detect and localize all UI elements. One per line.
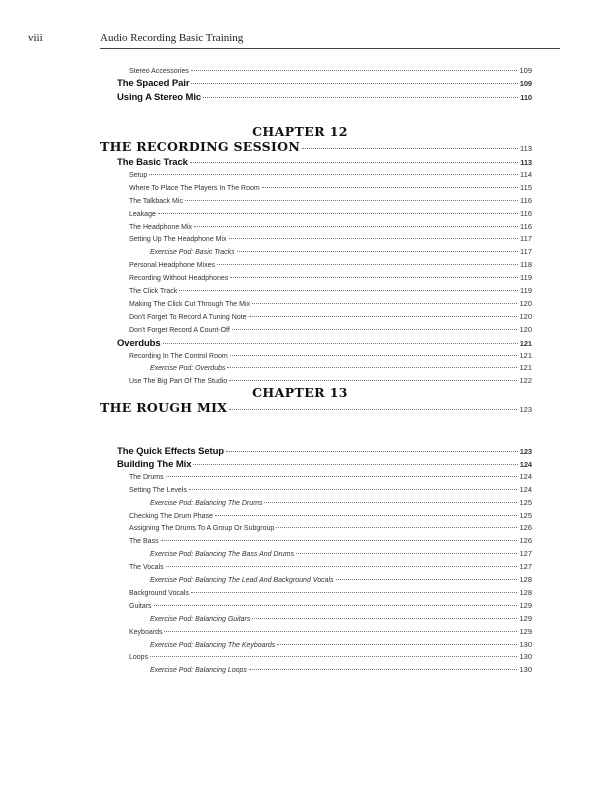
dot-leader [249, 668, 518, 670]
chapter-title-entry[interactable] [100, 400, 532, 415]
entry-page-number: 130 [519, 652, 532, 662]
toc-section-entry[interactable] [117, 92, 532, 103]
toc-exercise-entry[interactable] [150, 498, 532, 507]
entry-page-number: 129 [519, 626, 532, 636]
entry-title: Exercise Pod: Balancing Loops [150, 667, 247, 675]
entry-page-number: 115 [520, 182, 532, 192]
dot-leader [179, 289, 518, 291]
entry-title: Where To Place The Players In The Room [129, 184, 260, 192]
entry-page-number: 109 [519, 79, 532, 88]
dot-leader [166, 475, 518, 477]
running-title: Audio Recording Basic Training [100, 32, 244, 44]
toc-exercise-entry[interactable] [150, 665, 532, 674]
dot-leader [277, 643, 517, 645]
toc-section-entry[interactable] [117, 157, 532, 168]
dot-leader [296, 552, 517, 554]
entry-title: Guitars [129, 602, 152, 610]
entry-title: Setup [129, 171, 148, 179]
dot-leader [229, 408, 517, 410]
entry-title: Background Vocals [129, 589, 189, 597]
entry-page-number: 124 [519, 471, 532, 481]
entry-page-number: 123 [519, 447, 532, 456]
toc-subsection-entry[interactable] [129, 652, 532, 661]
dot-leader [249, 315, 518, 317]
entry-title: Loops [129, 654, 149, 662]
toc-subsection-entry[interactable] [129, 325, 532, 334]
dot-leader [237, 250, 518, 252]
entry-title: The Headphone Mix [129, 223, 193, 231]
dot-leader [194, 225, 518, 227]
entry-title: Recording Without Headphones [129, 275, 229, 283]
entry-page-number: 129 [519, 600, 532, 610]
chapter-title-entry[interactable] [100, 139, 532, 154]
entry-page-number: 120 [519, 311, 532, 321]
toc-exercise-entry[interactable] [150, 549, 532, 558]
toc-exercise-entry[interactable] [150, 363, 532, 372]
dot-leader [189, 488, 518, 490]
dot-leader [229, 379, 517, 381]
toc-subsection-entry[interactable] [129, 588, 532, 597]
entry-title: The Drums [129, 473, 164, 481]
entry-page-number: 118 [520, 260, 532, 270]
dot-leader [230, 354, 518, 356]
entry-title: Exercise Pod: Balancing The Drums [150, 499, 263, 507]
entry-title: The Bass [129, 538, 159, 546]
dot-leader [232, 328, 518, 330]
entry-title: Exercise Pod: Balancing The Bass And Drums [150, 551, 295, 559]
toc-subsection-entry[interactable] [129, 234, 532, 243]
toc-subsection-entry[interactable] [129, 209, 532, 218]
toc-subsection-entry[interactable] [129, 627, 532, 636]
entry-page-number: 128 [519, 575, 532, 584]
toc-subsection-entry[interactable] [129, 183, 532, 192]
entry-page-number: 117 [520, 234, 532, 244]
toc-subsection-entry[interactable] [129, 273, 532, 282]
entry-page-number: 127 [519, 549, 532, 559]
entry-title: Setting Up The Headphone Mix [129, 236, 227, 244]
dot-leader [154, 604, 518, 606]
toc-subsection-entry[interactable] [129, 196, 532, 205]
entry-page-number: 125 [519, 497, 532, 507]
dot-leader [161, 539, 518, 541]
header-rule [100, 48, 560, 49]
entry-page-number: 126 [519, 536, 532, 546]
entry-title: Setting The Levels [129, 486, 187, 494]
toc-subsection-entry[interactable] [129, 536, 532, 545]
entry-page-number: 109 [519, 66, 532, 75]
dot-leader [191, 591, 518, 593]
entry-page-number: 120 [519, 324, 532, 334]
dot-leader [264, 501, 517, 503]
entry-title: Leakage [129, 210, 156, 218]
entry-page-number: 127 [519, 562, 532, 572]
entry-title: The Talkback Mic [129, 197, 183, 205]
entry-title: Checking The Drum Phase [129, 512, 213, 520]
entry-page-number: 117 [520, 247, 532, 257]
page-number: viii [28, 32, 43, 44]
dot-leader [150, 655, 517, 657]
entry-page-number: 119 [520, 286, 532, 295]
toc-section-entry[interactable] [117, 459, 532, 470]
entry-page-number: 122 [519, 376, 532, 386]
entry-page-number: 116 [520, 208, 532, 218]
toc-exercise-entry[interactable] [150, 614, 532, 623]
toc-exercise-entry[interactable] [150, 640, 532, 649]
dot-leader [193, 463, 517, 465]
dot-leader [191, 69, 518, 71]
toc-subsection-entry[interactable] [129, 299, 532, 308]
entry-page-number: 114 [520, 169, 532, 179]
entry-page-number: 123 [519, 405, 532, 414]
entry-title: Recording In The Control Room [129, 352, 228, 360]
toc-subsection-entry[interactable] [129, 66, 532, 75]
dot-leader [252, 302, 517, 304]
entry-title: The Basic Track [117, 157, 188, 168]
dot-leader [230, 276, 518, 278]
entry-page-number: 113 [520, 158, 532, 167]
toc-exercise-entry[interactable] [150, 575, 532, 584]
toc-subsection-entry[interactable] [129, 312, 532, 321]
entry-title: THE RECORDING SESSION [100, 139, 301, 154]
toc-subsection-entry[interactable] [129, 485, 532, 494]
entry-page-number: 116 [520, 195, 532, 205]
toc-subsection-entry[interactable] [129, 170, 532, 179]
entry-title: The Spaced Pair [117, 78, 190, 89]
entry-title: Building The Mix [117, 458, 192, 470]
dot-leader [163, 342, 518, 344]
dot-leader [185, 199, 518, 201]
page-header [28, 32, 532, 46]
entry-title: Keyboards [129, 628, 163, 636]
toc-subsection-entry[interactable] [129, 601, 532, 610]
entry-title: Don't Forget To Record A Tuning Note [129, 313, 247, 321]
dot-leader [276, 526, 517, 528]
entry-title: The Vocals [129, 564, 164, 572]
entry-title: Use The Big Part Of The Studio [129, 378, 228, 386]
entry-title: The Quick Effects Setup [117, 446, 224, 457]
toc-subsection-entry[interactable] [129, 260, 532, 269]
entry-title: Exercise Pod: Basic Tracks [150, 249, 235, 257]
dot-leader [262, 186, 518, 188]
entry-title: Exercise Pod: Balancing The Lead And Background Vocals [150, 577, 334, 584]
dot-leader [203, 96, 518, 98]
dot-leader [302, 147, 518, 149]
toc-subsection-entry[interactable] [129, 376, 532, 385]
entry-page-number: 130 [519, 639, 532, 649]
dot-leader [229, 237, 518, 239]
entry-page-number: 121 [519, 363, 532, 373]
dot-leader [252, 617, 517, 619]
entry-page-number: 119 [520, 273, 532, 283]
entry-page-number: 113 [520, 144, 532, 153]
entry-page-number: 125 [519, 510, 532, 520]
toc-subsection-entry[interactable] [129, 286, 532, 295]
entry-title: Personal Headphone Mixes [129, 262, 215, 270]
entry-title: THE ROUGH MIX [100, 400, 228, 415]
entry-page-number: 124 [519, 484, 532, 494]
dot-leader [149, 173, 518, 175]
toc-section-entry[interactable] [117, 338, 532, 349]
entry-page-number: 124 [519, 459, 532, 469]
dot-leader [190, 161, 518, 163]
entry-title: Assigning The Drums To A Group Or Subgroup [129, 525, 275, 533]
dot-leader [217, 263, 518, 265]
dot-leader [166, 565, 518, 567]
dot-leader [226, 450, 518, 452]
entry-page-number: 121 [519, 338, 532, 348]
dot-leader [158, 212, 518, 214]
toc-section-entry[interactable] [117, 78, 532, 89]
entry-page-number: 116 [520, 221, 532, 231]
entry-page-number: 128 [519, 587, 532, 597]
entry-title: Overdubs [117, 337, 161, 349]
toc-subsection-entry[interactable] [129, 472, 532, 481]
entry-title: Don't Forget Record A Count-Off [129, 326, 230, 334]
dot-leader [191, 82, 517, 84]
toc-subsection-entry[interactable] [129, 351, 532, 360]
entry-title: Making The Click Cut Through The Mix [129, 300, 250, 308]
toc-subsection-entry[interactable] [129, 511, 532, 520]
dot-leader [336, 578, 518, 580]
entry-title: The Click Track [129, 288, 178, 295]
entry-page-number: 110 [520, 93, 532, 102]
toc-section-entry[interactable] [117, 446, 532, 457]
entry-title: Exercise Pod: Balancing The Keyboards [150, 641, 276, 649]
toc-subsection-entry[interactable] [129, 523, 532, 532]
entry-page-number: 120 [519, 298, 532, 308]
toc-subsection-entry[interactable] [129, 222, 532, 231]
toc-exercise-entry[interactable] [150, 247, 532, 256]
entry-page-number: 130 [519, 665, 532, 675]
entry-title: Using A Stereo Mic [117, 92, 202, 103]
dot-leader [215, 514, 518, 516]
entry-title: Exercise Pod: Balancing Guitars [150, 615, 251, 623]
entry-page-number: 129 [519, 613, 532, 623]
chapter-number: CHAPTER 12 [252, 124, 348, 139]
entry-page-number: 121 [519, 350, 532, 360]
entry-title: Exercise Pod: Overdubs [150, 365, 226, 373]
entry-title: Stereo Accessories [129, 68, 189, 75]
toc-subsection-entry[interactable] [129, 562, 532, 571]
chapter-number: CHAPTER 13 [252, 385, 348, 400]
entry-page-number: 126 [519, 523, 532, 533]
dot-leader [227, 366, 517, 368]
dot-leader [164, 630, 517, 632]
